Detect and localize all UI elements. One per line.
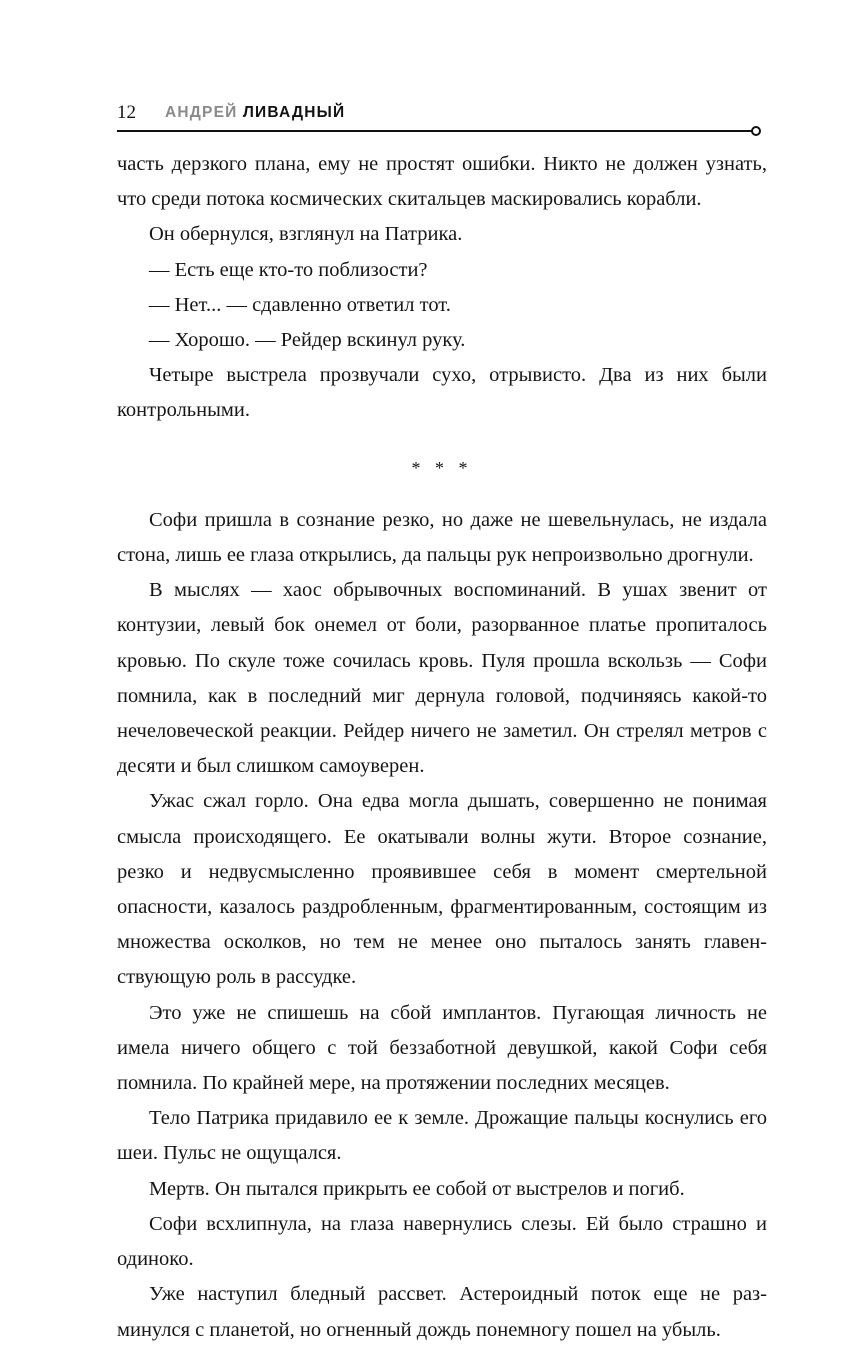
dialogue-line: — Нет... — сдавленно ответил тот. (149, 293, 451, 316)
header-rule (117, 130, 752, 132)
paragraph: Ужас сжал горло. Она едва могла дышать, совершенно не понимая смысла происходящего. Ее окатывали волны жути. Второе сознание, резко и недвусмысленно проявившее себя в момент смертельной опасности, казалось раздробленным, фрагментированным, состоящим из множества осколков, но тем не менее оно пыталось занять главенствующую роль в рассудке. (117, 790, 767, 989)
dialogue-line: — Есть еще кто-то поблизости? (149, 258, 428, 281)
paragraph: Четыре выстрела прозвучали сухо, отрывисто. Два из них были контрольными. (117, 364, 767, 422)
paragraph: Уже наступил бледный рассвет. Астероидный поток еще не разминулся с планетой, но огненный дождь понемногу пошел на убыль. (117, 1283, 767, 1341)
author-name (165, 102, 345, 124)
paragraph-continued: часть дерзкого плана, ему не простят ошибки. Никто не должен узнать, что среди потока космических скитальцев маскировались корабли. (117, 153, 767, 211)
author-first-name: АНДРЕЙ (165, 104, 238, 121)
page-number: 12 (117, 102, 136, 123)
header-rule-end-dot (751, 126, 761, 136)
paragraph: Софи всхлипнула, на глаза навернулись слезы. Ей было страшно и одиноко. (117, 1212, 767, 1271)
paragraph: Тело Патрика придавило ее к земле. Дрожащие пальцы коснулись его шеи. Пульс не ощущался. (117, 1107, 767, 1165)
paragraph: В мыслях — хаос обрывочных воспоминаний. В ушах звенит от контузии, левый бок онемел от боли, разорванное платье пропиталось кровью. По скуле тоже сочилась кровь. Пуля прошла вскользь — Софи помнила, как в последний миг дернула головой, подчиняясь какой-то нечеловеческой реакции. Рейдер ничего не заметил. Он стрелял метров с десяти и был слишком самоуверен. (117, 579, 767, 778)
body-text (117, 147, 767, 1348)
author-last-name: ЛИВАДНЫЙ (242, 104, 346, 121)
running-header (117, 101, 757, 125)
section-separator: * * * (411, 457, 473, 478)
paragraph: Он обернулся, взглянул на Патрика. (149, 223, 463, 246)
paragraph: Софи пришла в сознание резко, но даже не шевельнулась, не издала стона, лишь ее глаза открылись, да пальцы рук непроизвольно дрогнули. (117, 508, 767, 567)
paragraph: Это уже не спишешь на сбой имплантов. Пугающая личность не имела ничего общего с той беззаботной девушкой, какой Софи себя помнила. По крайней мере, на протяжении последних месяцев. (117, 1001, 767, 1095)
paragraph: Мертв. Он пытался прикрыть ее собой от выстрелов и погиб. (149, 1177, 685, 1200)
dialogue-line: — Хорошо. — Рейдер вскинул руку. (149, 329, 466, 352)
